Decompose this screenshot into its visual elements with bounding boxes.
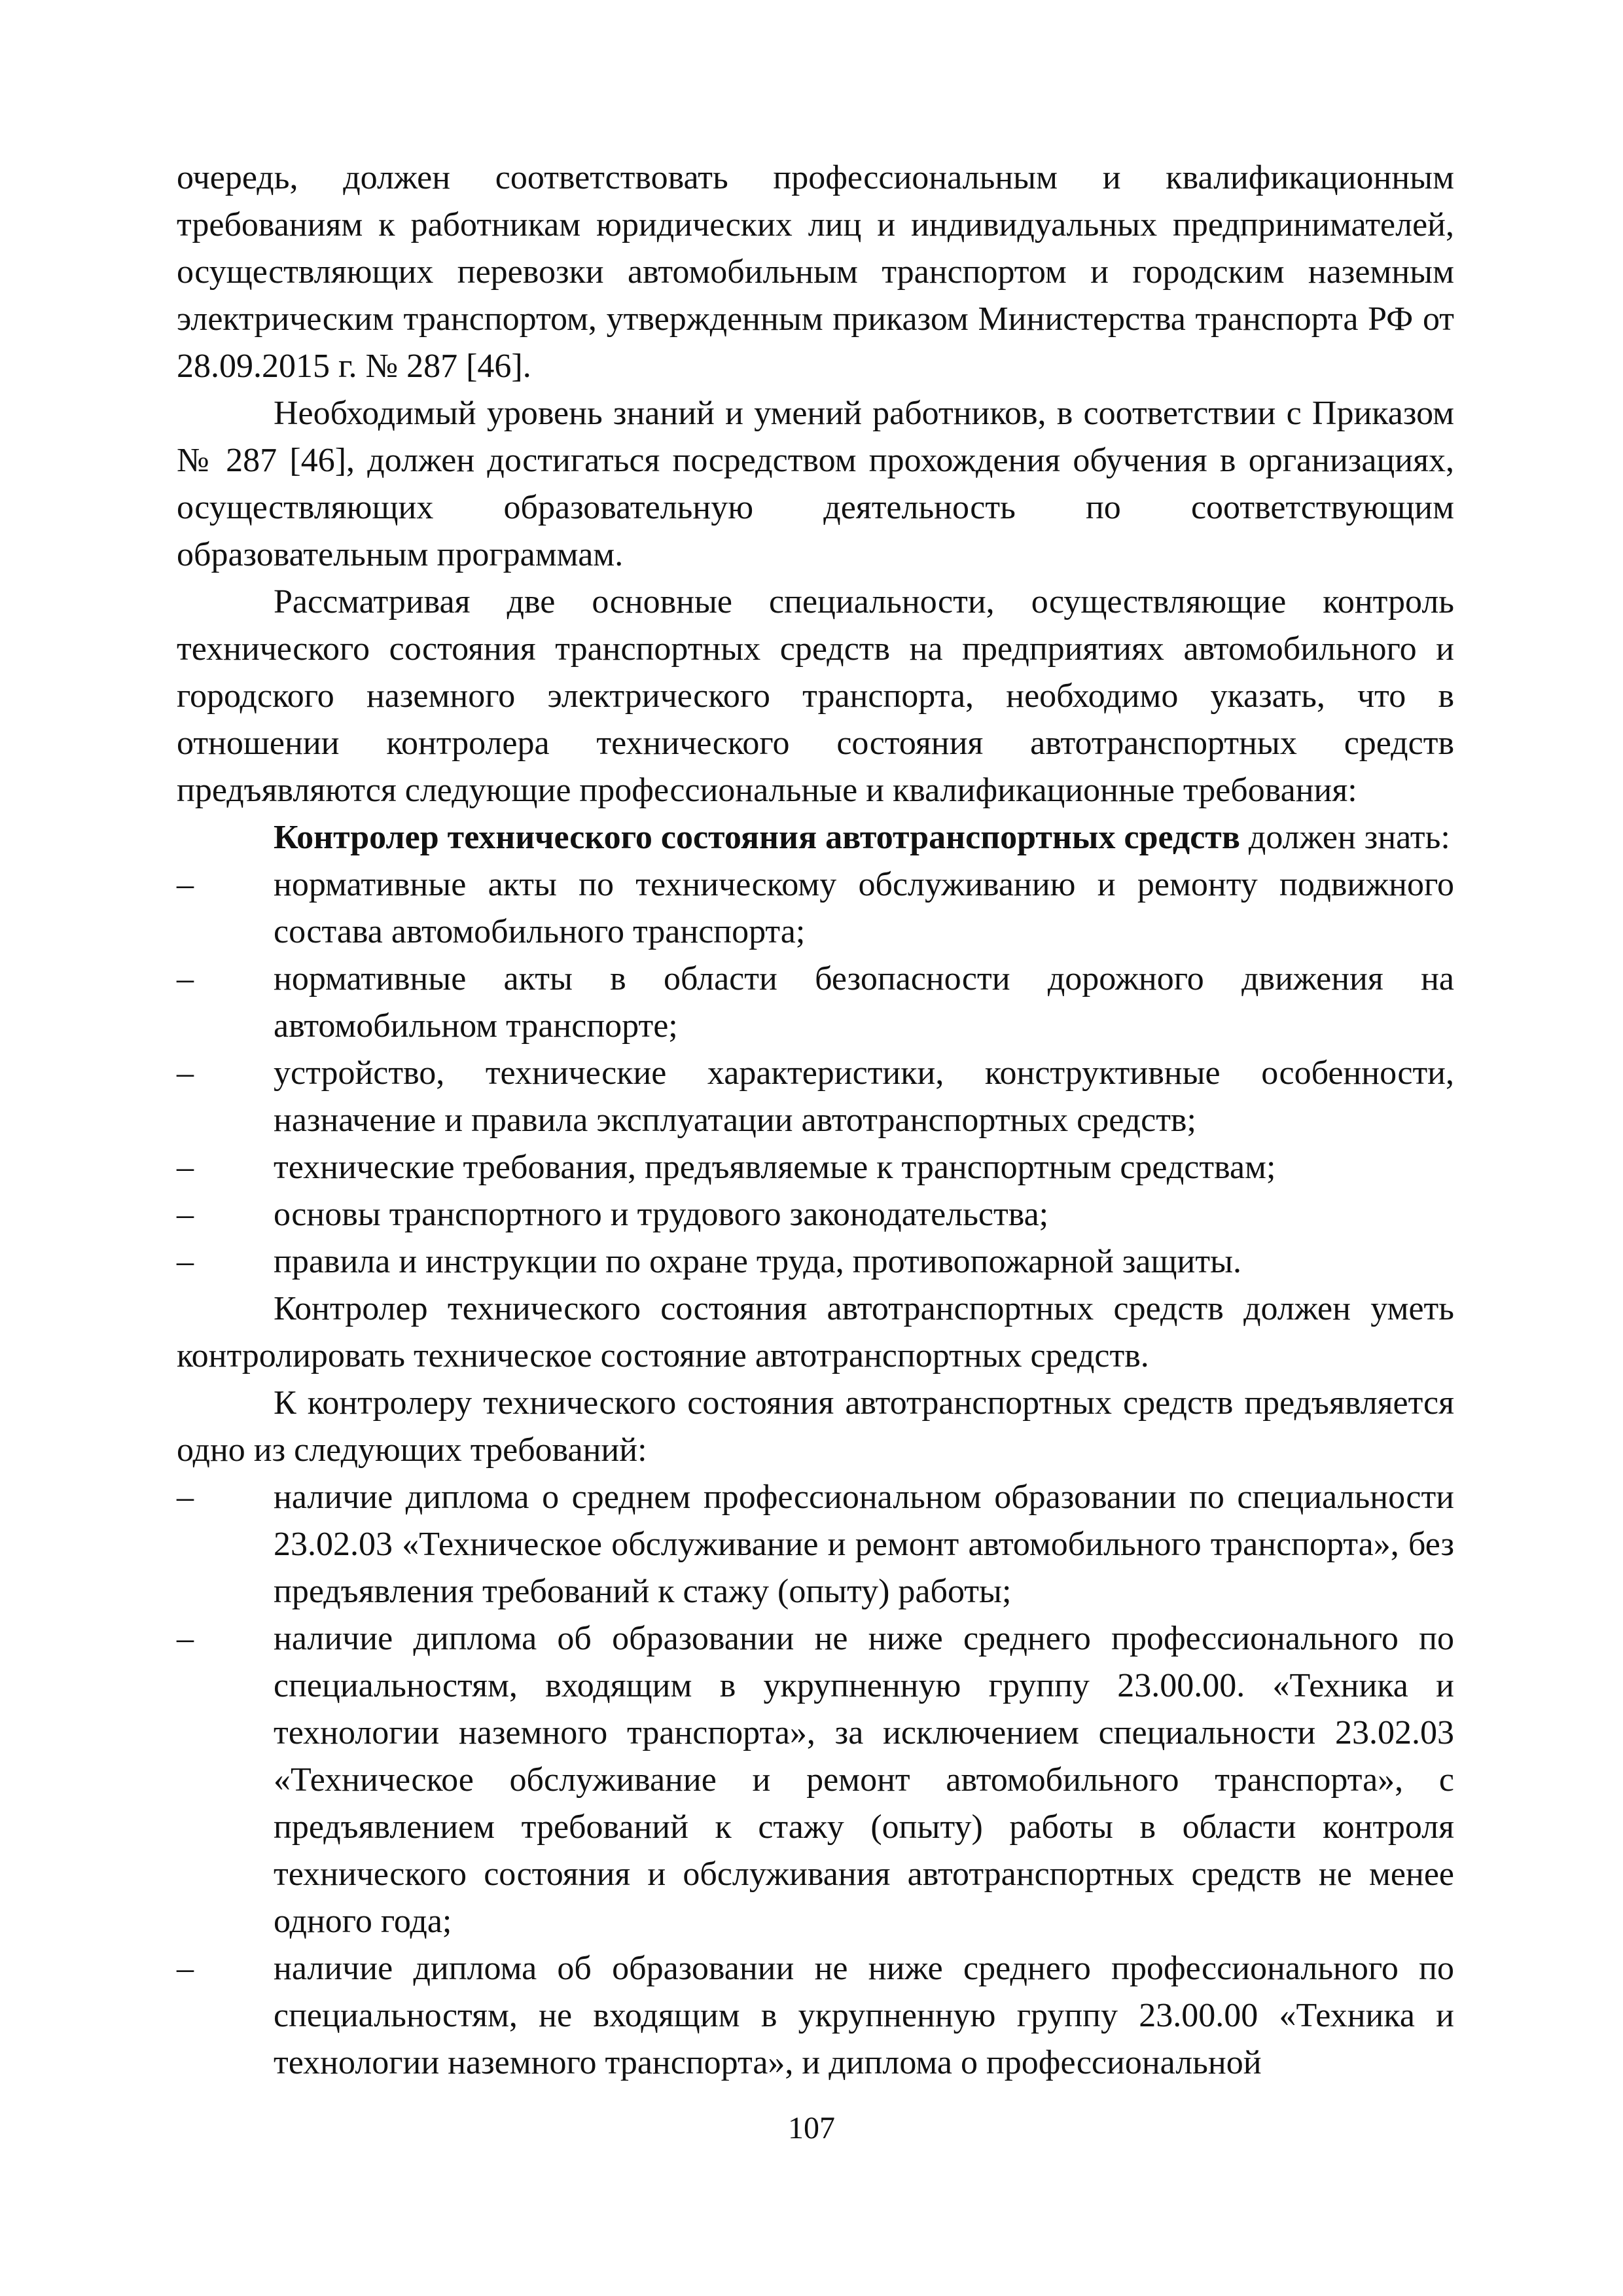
dash-marker: – bbox=[177, 1950, 194, 1987]
page-number: 107 bbox=[788, 2111, 835, 2145]
list-item-text: нормативные акты по техническому обслуживанию и ремонту подвижного состава автомобильного транспорта; bbox=[274, 866, 1454, 950]
list-item bbox=[177, 1615, 1454, 1945]
list-item bbox=[177, 1474, 1454, 1615]
paragraph-2: Необходимый уровень знаний и умений работников, в соответствии с Приказом № 287 [46], должен достигаться посредством прохождения обучения в организациях, осуществляющих образовательную деятельность по соответствующим образовательным программам. bbox=[177, 395, 1454, 573]
list-item bbox=[177, 956, 1454, 1050]
list-item-text: наличие диплома об образовании не ниже среднего профессионального по специальностям, входящим в укрупненную группу 23.00.00. «Техника и технологии наземного транспорта», за исключением специальности 23.02.03 «Техническое обслуживание и ремонт автомобильного транспорта», с предъявлением требований к стажу (опыту) работы в области контроля технического состояния и обслуживания автотранспортных средств не менее одного года; bbox=[274, 1620, 1454, 1940]
list-item-text: устройство, технические характеристики, конструктивные особенности, назначение и правила эксплуатации автотранспортных средств; bbox=[274, 1054, 1454, 1139]
list-item bbox=[177, 1238, 1454, 1285]
list-item-text: наличие диплома о среднем профессиональном образовании по специальности 23.02.03 «Техническое обслуживание и ремонт автомобильного транспорта», без предъявления требований к стажу (опыту) работы; bbox=[274, 1479, 1454, 1610]
dash-marker: – bbox=[177, 866, 194, 903]
list-item bbox=[177, 1144, 1454, 1191]
list-item bbox=[177, 1945, 1454, 2087]
paragraph-4-rest: должен знать: bbox=[1240, 819, 1450, 856]
dash-marker: – bbox=[177, 1054, 194, 1092]
list-item-text: технические требования, предъявляемые к транспортным средствам; bbox=[274, 1149, 1276, 1186]
paragraph-6: К контролеру технического состояния автотранспортных средств предъявляется одно из следующих требований: bbox=[177, 1384, 1454, 1469]
list-item bbox=[177, 1050, 1454, 1144]
list-item-text: нормативные акты в области безопасности дорожного движения на автомобильном транспорте; bbox=[274, 960, 1454, 1045]
list-item-text: правила и инструкции по охране труда, противопожарной защиты. bbox=[274, 1243, 1242, 1280]
paragraph-1: очередь, должен соответствовать профессиональным и квалификационным требованиям к работникам юридических лиц и индивидуальных предпринимателей, осуществляющих перевозки автомобильным транспортом и городским наземным электрическим транспортом, утвержденным приказом Министерства транспорта РФ от 28.09.2015 г. № 287 [46]. bbox=[177, 159, 1454, 385]
dash-marker: – bbox=[177, 1243, 194, 1280]
knowledge-list bbox=[177, 861, 1454, 1285]
dash-marker: – bbox=[177, 1149, 194, 1186]
list-item bbox=[177, 1191, 1454, 1238]
paragraph-5: Контролер технического состояния автотранспортных средств должен уметь контролировать техническое состояние автотранспортных средств. bbox=[177, 1290, 1454, 1374]
list-item-text: основы транспортного и трудового законодательства; bbox=[274, 1196, 1049, 1233]
dash-marker: – bbox=[177, 1620, 194, 1657]
bold-term: Контролер технического состояния автотранспортных средств bbox=[274, 819, 1240, 856]
paragraph-3: Рассматривая две основные специальности, осуществляющие контроль технического состояния транспортных средств на предприятиях автомобильного и городского наземного электрического транспорта, необходимо указать, что в отношении контролера технического состояния автотранспортных средств предъявляются следующие профессиональные и квалификационные требования: bbox=[177, 583, 1454, 809]
paragraph-4 bbox=[177, 814, 1454, 861]
list-item bbox=[177, 861, 1454, 956]
requirements-list bbox=[177, 1474, 1454, 2087]
dash-marker: – bbox=[177, 1479, 194, 1516]
list-item-text: наличие диплома об образовании не ниже среднего профессионального по специальностям, не входящим в укрупненную группу 23.00.00 «Техника и технологии наземного транспорта», и диплома о профессиональной bbox=[274, 1950, 1454, 2081]
dash-marker: – bbox=[177, 960, 194, 997]
page-body bbox=[177, 154, 1454, 2087]
dash-marker: – bbox=[177, 1196, 194, 1233]
